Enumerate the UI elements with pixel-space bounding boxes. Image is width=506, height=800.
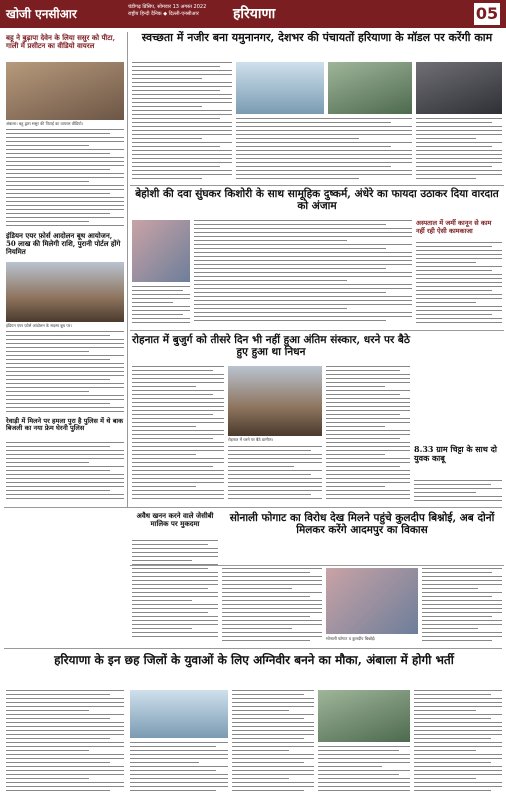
section-divider	[4, 648, 502, 649]
article-body	[194, 220, 412, 326]
story-photo	[130, 690, 228, 738]
masthead	[0, 0, 506, 28]
section-title: हरियाणा	[233, 6, 276, 22]
article-body	[6, 442, 124, 504]
story-photo	[132, 220, 190, 282]
photo-caption: रोहनात में धरने पर बैठे ग्रामीण।	[228, 437, 274, 442]
article-body	[414, 690, 502, 796]
article-body	[6, 331, 124, 415]
story-photo	[228, 366, 322, 436]
left-lower-headline: रेवाड़ी में मिलने पर हमला पुरा है पुलिस में थे बाक बिजली का नया फ्रेम घेरनी पुलिस	[6, 417, 124, 433]
article-body	[132, 286, 190, 326]
dateline-line-2: राष्ट्रीय हिन्दी दैनिक ◆ दिल्ली-एनसीआर	[128, 11, 199, 17]
article-body	[232, 690, 314, 796]
drug-seizure-story	[414, 445, 502, 485]
story-photo	[318, 690, 410, 742]
story-photo	[6, 262, 124, 322]
right-mid-headline: अस्पताल में जमीं कानून से काम नहीं रही ऐसी कामकाजा	[416, 219, 492, 235]
newspaper-brand: खोजी एनसीआर	[6, 7, 77, 21]
photo-caption: सोनाली फोगाट व कुलदीप बिश्नोई।	[326, 636, 376, 641]
left-top-headline: बहू ने बुढ़ापा देवेन के लिया ससुर को पीटा, गाली में प्रसीटन का वीडियो वायरल	[6, 33, 116, 51]
photo-caption: अंबाला। बहू द्वारा ससुर की पिटाई का वायरल वीडियो।	[6, 121, 84, 126]
snake-story-headline: बेहोशी की दवा सुंघकर किशोरी के साथ सामूहिक दुष्कर्म, अंधेरे का फायदा उठाकर दिया वारदात को अंजाम	[135, 188, 499, 213]
article-body	[130, 742, 228, 796]
story-photo	[416, 62, 502, 114]
story-photo	[6, 62, 124, 120]
article-body	[222, 568, 322, 644]
page-number: 05	[475, 4, 499, 23]
dateline-line-1: चंडीगढ़ प्रिंसिप, सोमवार 13 अगस्त 2022	[128, 4, 207, 10]
column-rule	[127, 32, 128, 507]
agniveer-story-headline: हरियाणा के इन छह जिलों के युवाओं के लिए अग्निवीर बनने का मौका, अंबाला में होगी भर्ती	[54, 653, 454, 667]
article-body	[228, 446, 322, 502]
story-photo	[236, 62, 324, 114]
main-headline: स्वच्छता में नजीर बना यमुनानगर, देशभर की पंचायतों हरियाणा के मॉडल पर करेंगी काम	[141, 31, 493, 44]
mining-story-headline: अवैध खनन करने वाले जेसीबी मालिक पर मुकदमा	[136, 511, 214, 529]
section-divider	[130, 185, 504, 186]
drug-seizure-headline: 8.33 ग्राम चिट्टा के साथ दो युवक काबू	[414, 444, 497, 464]
article-body	[416, 118, 502, 182]
article-body	[326, 366, 410, 502]
article-body	[132, 366, 224, 502]
article-body	[6, 690, 124, 796]
article-body	[414, 480, 502, 504]
article-body	[416, 242, 502, 326]
section-divider	[130, 330, 504, 331]
story-photo	[326, 568, 418, 634]
section-divider	[4, 507, 502, 508]
article-body	[132, 62, 232, 182]
article-body	[318, 746, 410, 796]
sonali-story-headline: सोनाली फोगाट का विरोध देख मिलने पहुंचे कुलदीप बिश्नोई, अब दोनों मिलकर करेंगे आदमपुर का विकास	[229, 512, 495, 537]
left-mid-headline: इंडियन एयर फ़ोर्स आदोलन बूथ आयोजन, 50 लाख की मिलेगी राशि, पुरानी पोर्टल होंगे नियमित	[6, 231, 121, 257]
article-body	[6, 129, 124, 229]
article-body	[236, 118, 412, 182]
article-body	[132, 540, 218, 644]
article-body	[422, 568, 502, 644]
story-photo	[328, 62, 412, 114]
death-story-headline: रोहनात में बुजुर्ग को तीसरे दिन भी नहीं हुआ अंतिम संस्कार, धरने पर बैठे हुए हुआ था निधन	[132, 334, 411, 359]
photo-caption: इंडियन एयर फ़ोर्स आंदोलन के सदस्य बूथ पर।	[6, 323, 72, 328]
